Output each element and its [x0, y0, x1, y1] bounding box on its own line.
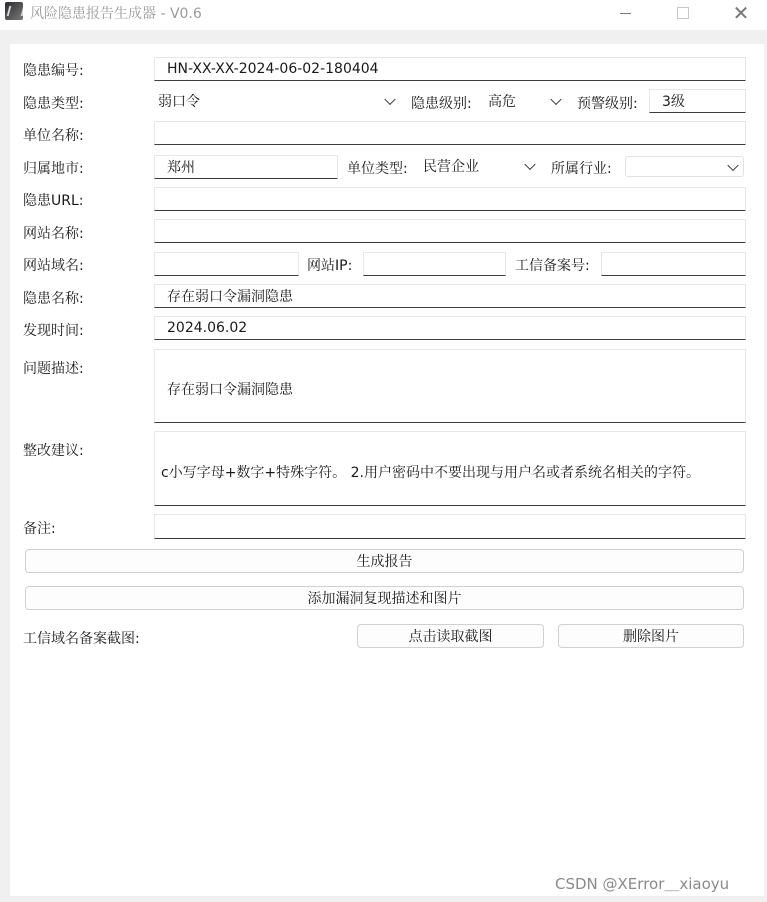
region-label: 归属地市: [23, 161, 84, 177]
hazard-name-label: 隐患名称: [23, 291, 84, 307]
hazard-level-label: 隐患级别: [411, 96, 472, 112]
icp-number-label: 工信备案号: [515, 258, 590, 274]
minimize-button[interactable] [602, 0, 648, 26]
suggestion-label: 整改建议: [23, 443, 84, 459]
site-domain-field[interactable] [154, 252, 299, 276]
close-button[interactable] [718, 0, 764, 26]
description-textarea[interactable]: 存在弱口令漏洞隐患 [154, 349, 746, 423]
maximize-icon [677, 7, 689, 19]
hazard-name-field[interactable]: 存在弱口令漏洞隐患 [154, 284, 746, 308]
region-field[interactable]: 郑州 [154, 155, 338, 179]
industry-select[interactable] [625, 156, 744, 177]
site-domain-label: 网站域名: [23, 258, 84, 274]
hazard-type-value: 弱口令 [158, 94, 200, 110]
found-time-field[interactable]: 2024.06.02 [154, 316, 746, 340]
title-bar [0, 0, 767, 30]
unit-type-label: 单位类型: [347, 161, 408, 177]
remarks-label: 备注: [23, 521, 56, 537]
hazard-id-label: 隐患编号: [23, 63, 84, 79]
chevron-down-icon [524, 159, 535, 170]
hazard-level-select[interactable] [484, 90, 566, 112]
close-icon: ✕ [732, 1, 750, 25]
screenshot-label: 工信域名备案截图: [23, 631, 140, 647]
suggestion-textarea[interactable]: c小写字母+数字+特殊字符。 2.用户密码中不要出现与用户名或者系统名相关的字符。 [154, 431, 746, 506]
minimize-icon [620, 13, 631, 14]
delete-image-button[interactable]: 删除图片 [558, 624, 744, 648]
icp-number-field[interactable] [601, 252, 746, 276]
chevron-down-icon [384, 94, 395, 105]
unit-name-label: 单位名称: [23, 128, 84, 144]
remarks-field[interactable] [154, 514, 746, 539]
add-repro-button[interactable]: 添加漏洞复现描述和图片 [25, 586, 744, 610]
hazard-id-field[interactable]: HN-XX-XX-2024-06-02-180404 [154, 57, 746, 81]
watermark: CSDN @XError＿xiaoyu [555, 875, 730, 893]
site-ip-field[interactable] [363, 252, 506, 276]
hazard-url-label: 隐患URL: [23, 193, 84, 209]
app-icon [5, 2, 23, 20]
generate-report-button[interactable]: 生成报告 [25, 549, 744, 573]
chevron-down-icon [550, 94, 561, 105]
site-ip-label: 网站IP: [307, 258, 353, 274]
hazard-url-field[interactable] [154, 187, 746, 211]
read-screenshot-button[interactable]: 点击读取截图 [357, 624, 544, 648]
warning-level-field[interactable]: 3级 [649, 89, 746, 113]
hazard-type-label: 隐患类型: [23, 96, 84, 112]
industry-label: 所属行业: [551, 161, 612, 177]
unit-type-value: 民营企业 [423, 159, 479, 175]
site-name-field[interactable] [154, 219, 746, 243]
maximize-button[interactable] [660, 0, 706, 26]
hazard-level-value: 高危 [488, 94, 516, 110]
warning-level-label: 预警级别: [577, 96, 638, 112]
unit-name-field[interactable] [154, 121, 746, 145]
window-title: 风险隐患报告生成器 - V0.6 [30, 6, 202, 22]
site-name-label: 网站名称: [23, 226, 84, 242]
chevron-down-icon [727, 159, 738, 170]
found-time-label: 发现时间: [23, 323, 84, 339]
description-label: 问题描述: [23, 361, 84, 377]
unit-type-select[interactable] [419, 155, 540, 177]
hazard-type-select[interactable] [154, 90, 400, 112]
